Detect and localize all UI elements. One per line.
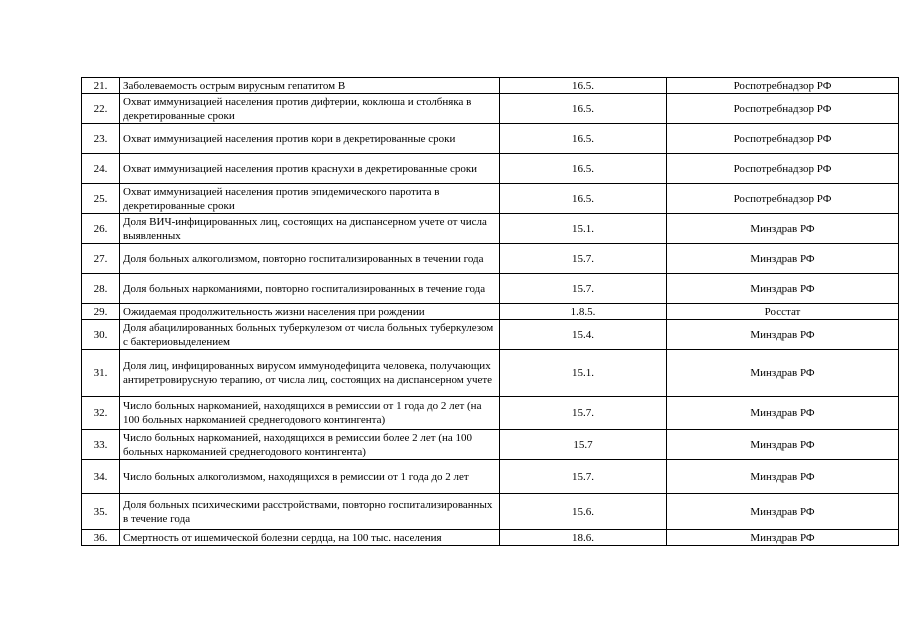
row-number: 32. — [82, 397, 120, 430]
indicator-name: Охват иммунизацией населения против эпидемического паротита в декретированные сроки — [120, 184, 500, 214]
indicator-code: 15.4. — [500, 320, 667, 350]
data-source: Минздрав РФ — [667, 214, 899, 244]
data-source: Минздрав РФ — [667, 494, 899, 530]
row-number: 33. — [82, 430, 120, 460]
indicator-name: Доля больных психическими расстройствами, повторно госпитализированных в течение года — [120, 494, 500, 530]
indicator-name: Охват иммунизацией населения против краснухи в декретированные сроки — [120, 154, 500, 184]
table-row — [82, 320, 899, 350]
indicator-name: Доля больных наркоманиями, повторно госпитализированных в течение года — [120, 274, 500, 304]
indicator-name: Охват иммунизацией населения против дифтерии, коклюша и столбняка в декретированные сроки — [120, 94, 500, 124]
indicator-name: Доля ВИЧ-инфицированных лиц, состоящих на диспансерном учете от числа выявленных — [120, 214, 500, 244]
data-source: Минздрав РФ — [667, 397, 899, 430]
table-row — [82, 494, 899, 530]
indicator-code: 15.7. — [500, 460, 667, 494]
row-number: 22. — [82, 94, 120, 124]
data-source: Росстат — [667, 304, 899, 320]
indicator-name: Число больных алкоголизмом, находящихся в ремиссии от 1 года до 2 лет — [120, 460, 500, 494]
table-row — [82, 274, 899, 304]
row-number: 35. — [82, 494, 120, 530]
row-number: 31. — [82, 350, 120, 397]
row-number: 21. — [82, 78, 120, 94]
table-row — [82, 530, 899, 546]
row-number: 24. — [82, 154, 120, 184]
indicator-name: Заболеваемость острым вирусным гепатитом В — [120, 78, 500, 94]
indicators-table — [81, 77, 899, 546]
row-number: 29. — [82, 304, 120, 320]
indicator-code: 15.1. — [500, 214, 667, 244]
row-number: 34. — [82, 460, 120, 494]
table-row — [82, 304, 899, 320]
table-row — [82, 184, 899, 214]
data-source: Роспотребнадзор РФ — [667, 78, 899, 94]
indicator-code: 15.7. — [500, 397, 667, 430]
table-row — [82, 214, 899, 244]
data-source: Минздрав РФ — [667, 530, 899, 546]
indicator-code: 18.6. — [500, 530, 667, 546]
table-row — [82, 78, 899, 94]
indicator-name: Число больных наркоманией, находящихся в ремиссии от 1 года до 2 лет (на 100 больных наркоманией среднегодового контингента) — [120, 397, 500, 430]
indicator-code: 15.7 — [500, 430, 667, 460]
indicator-name: Смертность от ишемической болезни сердца, на 100 тыс. населения — [120, 530, 500, 546]
indicator-name: Доля больных алкоголизмом, повторно госпитализированных в течении года — [120, 244, 500, 274]
indicator-code: 16.5. — [500, 124, 667, 154]
table-row — [82, 244, 899, 274]
data-source: Роспотребнадзор РФ — [667, 184, 899, 214]
indicator-code: 15.1. — [500, 350, 667, 397]
indicator-code: 15.7. — [500, 244, 667, 274]
indicator-name: Число больных наркоманией, находящихся в ремиссии более 2 лет (на 100 больных наркоманией среднегодового контингента) — [120, 430, 500, 460]
data-source: Минздрав РФ — [667, 274, 899, 304]
row-number: 36. — [82, 530, 120, 546]
row-number: 28. — [82, 274, 120, 304]
indicator-name: Ожидаемая продолжительность жизни населения при рождении — [120, 304, 500, 320]
indicator-name: Доля абацилированных больных туберкулезом от числа больных туберкулезом с бактериовыделением — [120, 320, 500, 350]
table-row — [82, 460, 899, 494]
indicator-code: 16.5. — [500, 94, 667, 124]
table-row — [82, 154, 899, 184]
table-row — [82, 430, 899, 460]
indicator-code: 15.6. — [500, 494, 667, 530]
table-row — [82, 124, 899, 154]
indicator-code: 16.5. — [500, 154, 667, 184]
data-source: Минздрав РФ — [667, 430, 899, 460]
table-row — [82, 350, 899, 397]
data-source: Роспотребнадзор РФ — [667, 124, 899, 154]
indicator-name: Доля лиц, инфицированных вирусом иммунодефицита человека, получающих антиретровирусную терапию, от числа лиц, состоящих на диспансерном учете — [120, 350, 500, 397]
row-number: 23. — [82, 124, 120, 154]
data-source: Минздрав РФ — [667, 350, 899, 397]
indicator-code: 15.7. — [500, 274, 667, 304]
row-number: 26. — [82, 214, 120, 244]
indicator-code: 1.8.5. — [500, 304, 667, 320]
data-source: Минздрав РФ — [667, 320, 899, 350]
data-source: Роспотребнадзор РФ — [667, 154, 899, 184]
data-source: Минздрав РФ — [667, 460, 899, 494]
data-source: Роспотребнадзор РФ — [667, 94, 899, 124]
data-source: Минздрав РФ — [667, 244, 899, 274]
row-number: 25. — [82, 184, 120, 214]
row-number: 30. — [82, 320, 120, 350]
indicator-code: 16.5. — [500, 184, 667, 214]
table-row — [82, 94, 899, 124]
table-row — [82, 397, 899, 430]
indicator-name: Охват иммунизацией населения против кори в декретированные сроки — [120, 124, 500, 154]
indicator-code: 16.5. — [500, 78, 667, 94]
row-number: 27. — [82, 244, 120, 274]
